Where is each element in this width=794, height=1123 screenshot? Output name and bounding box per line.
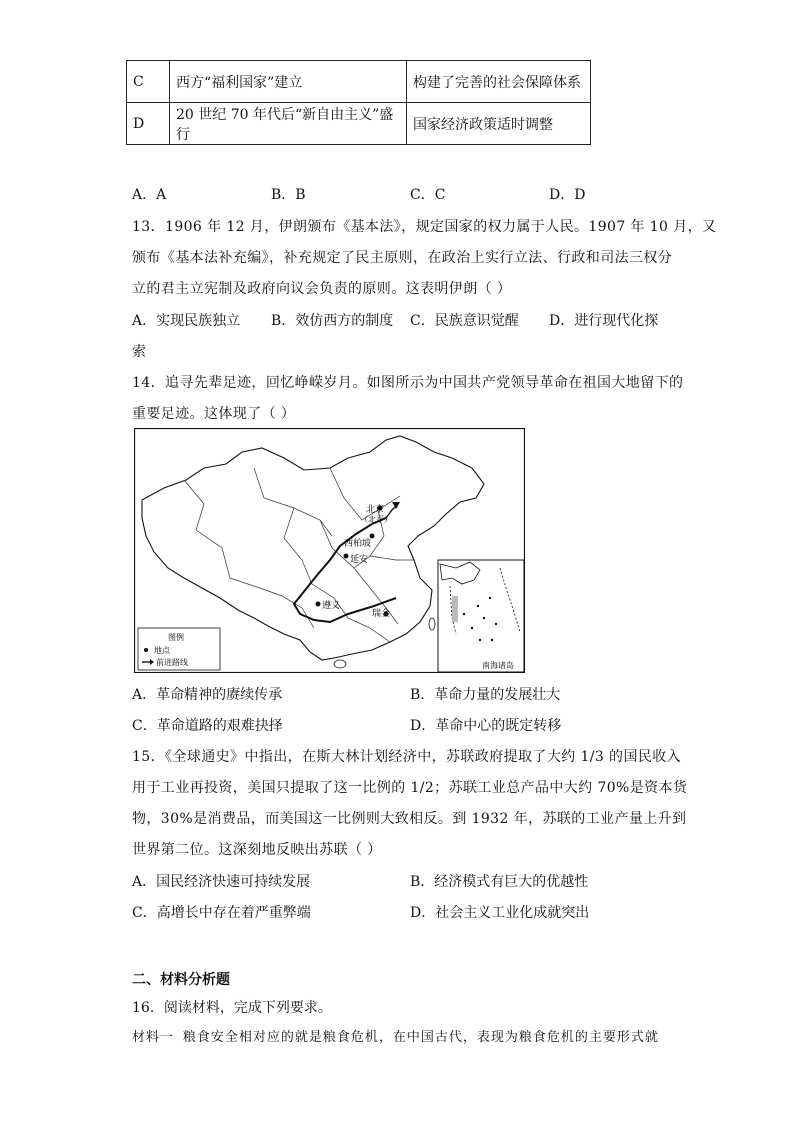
q14-option-c: C．革命道路的艰难抉择 [132, 718, 283, 734]
row-result: 构建了完善的社会保障体系 [407, 61, 591, 103]
q15-stem-line1: 15．《全球通史》中指出，在斯大林计划经济中，苏联政府提取了大约 1/3 的国民收入 [132, 749, 682, 765]
q15-stem-line3: 物，30%是消费品，而美国这一比例则大致相反。到 1932 年，苏联的工业产量上升到 [132, 811, 687, 827]
q12-option-c: C．C [410, 187, 446, 203]
q13-stem-line3: 立的君主立宪制及政府向议会负责的原则。这表明伊朗（ ） [132, 281, 512, 297]
q15-stem-line2: 用于工业再投资，美国只提取了这一比例的 1/2；苏联工业总产品中大约 70%是资本货 [132, 780, 688, 796]
q14-option-a: A．革命精神的赓续传承 [132, 687, 283, 703]
row-event: 西方“福利国家”建立 [170, 61, 407, 103]
q14-stem-line1: 14．追寻先辈足迹，回忆峥嵘岁月。如图所示为中国共产党领导革命在祖国大地留下的 [132, 375, 684, 391]
q14-stem-line2: 重要足迹。这体现了（ ） [132, 406, 296, 422]
label-zunyi: 遵义 [322, 601, 341, 611]
label-yanan: 延安 [350, 555, 369, 565]
row-letter: D [127, 103, 170, 145]
q13-stem-line1: 13．1906 年 12 月，伊朗颁布《基本法》，规定国家的权力属于人民。1907 年 10 月，又 [132, 219, 717, 235]
q13-option-d: D．进行现代化探 [549, 313, 659, 329]
label-beiping: （北平） [360, 515, 392, 524]
table-row [127, 61, 591, 103]
label-ruijin: 瑞金 [372, 609, 391, 619]
options-table [126, 60, 591, 145]
q13-option-b: B．效仿西方的制度 [271, 313, 394, 329]
label-beijing: 北京 [366, 505, 385, 515]
revolution-route-map [134, 428, 525, 673]
q13-option-a: A．实现民族独立 [132, 313, 241, 329]
material-one: 材料一 粮食安全相对应的就是粮食危机，在中国古代，表现为粮食危机的主要形式就 [132, 1030, 659, 1045]
inset-label: 南海诸岛 [482, 661, 514, 670]
q13-option-c: C．民族意识觉醒 [410, 313, 519, 329]
legend-title: 图例 [168, 633, 184, 642]
q15-stem-line4: 世界第二位。这深刻地反映出苏联（ ） [132, 842, 382, 858]
legend-place: 地点 [154, 646, 170, 655]
row-letter: C [127, 61, 170, 103]
q14-option-b: B．革命力量的发展壮大 [410, 687, 561, 703]
section-title: 二、材料分析题 [132, 972, 230, 988]
q13-option-d-cont: 索 [132, 344, 146, 360]
q15-option-d: D．社会主义工业化成就突出 [410, 905, 590, 921]
q14-option-d: D．革命中心的既定转移 [410, 718, 562, 734]
south-china-sea-inset [438, 560, 524, 672]
q15-option-c: C．高增长中存在着严重弊端 [132, 905, 311, 921]
map-legend [138, 628, 220, 670]
q13-stem-line2: 颁布《基本法补充编》，补充规定了民主原则，在政治上实行立法、行政和司法三权分 [132, 250, 673, 266]
q12-option-b: B．B [271, 187, 306, 203]
zunyi-dot [316, 602, 321, 607]
table-row [127, 103, 591, 145]
q12-option-a: A．A [132, 187, 167, 203]
q15-option-b: B．经济模式有巨大的优越性 [410, 874, 589, 890]
label-xibaipo: 西柏坡 [344, 539, 372, 549]
q12-option-d: D．D [549, 187, 586, 203]
xibaipo-dot [370, 534, 375, 539]
q15-option-a: A．国民经济快速可持续发展 [132, 874, 311, 890]
legend-route: 前进路线 [156, 658, 188, 667]
row-event: 20 世纪 70 年代后“新自由主义”盛行 [170, 103, 407, 145]
yanan-dot [344, 554, 349, 559]
row-result: 国家经济政策适时调整 [407, 103, 591, 145]
q16-stem: 16．阅读材料，完成下列要求。 [132, 1000, 332, 1016]
